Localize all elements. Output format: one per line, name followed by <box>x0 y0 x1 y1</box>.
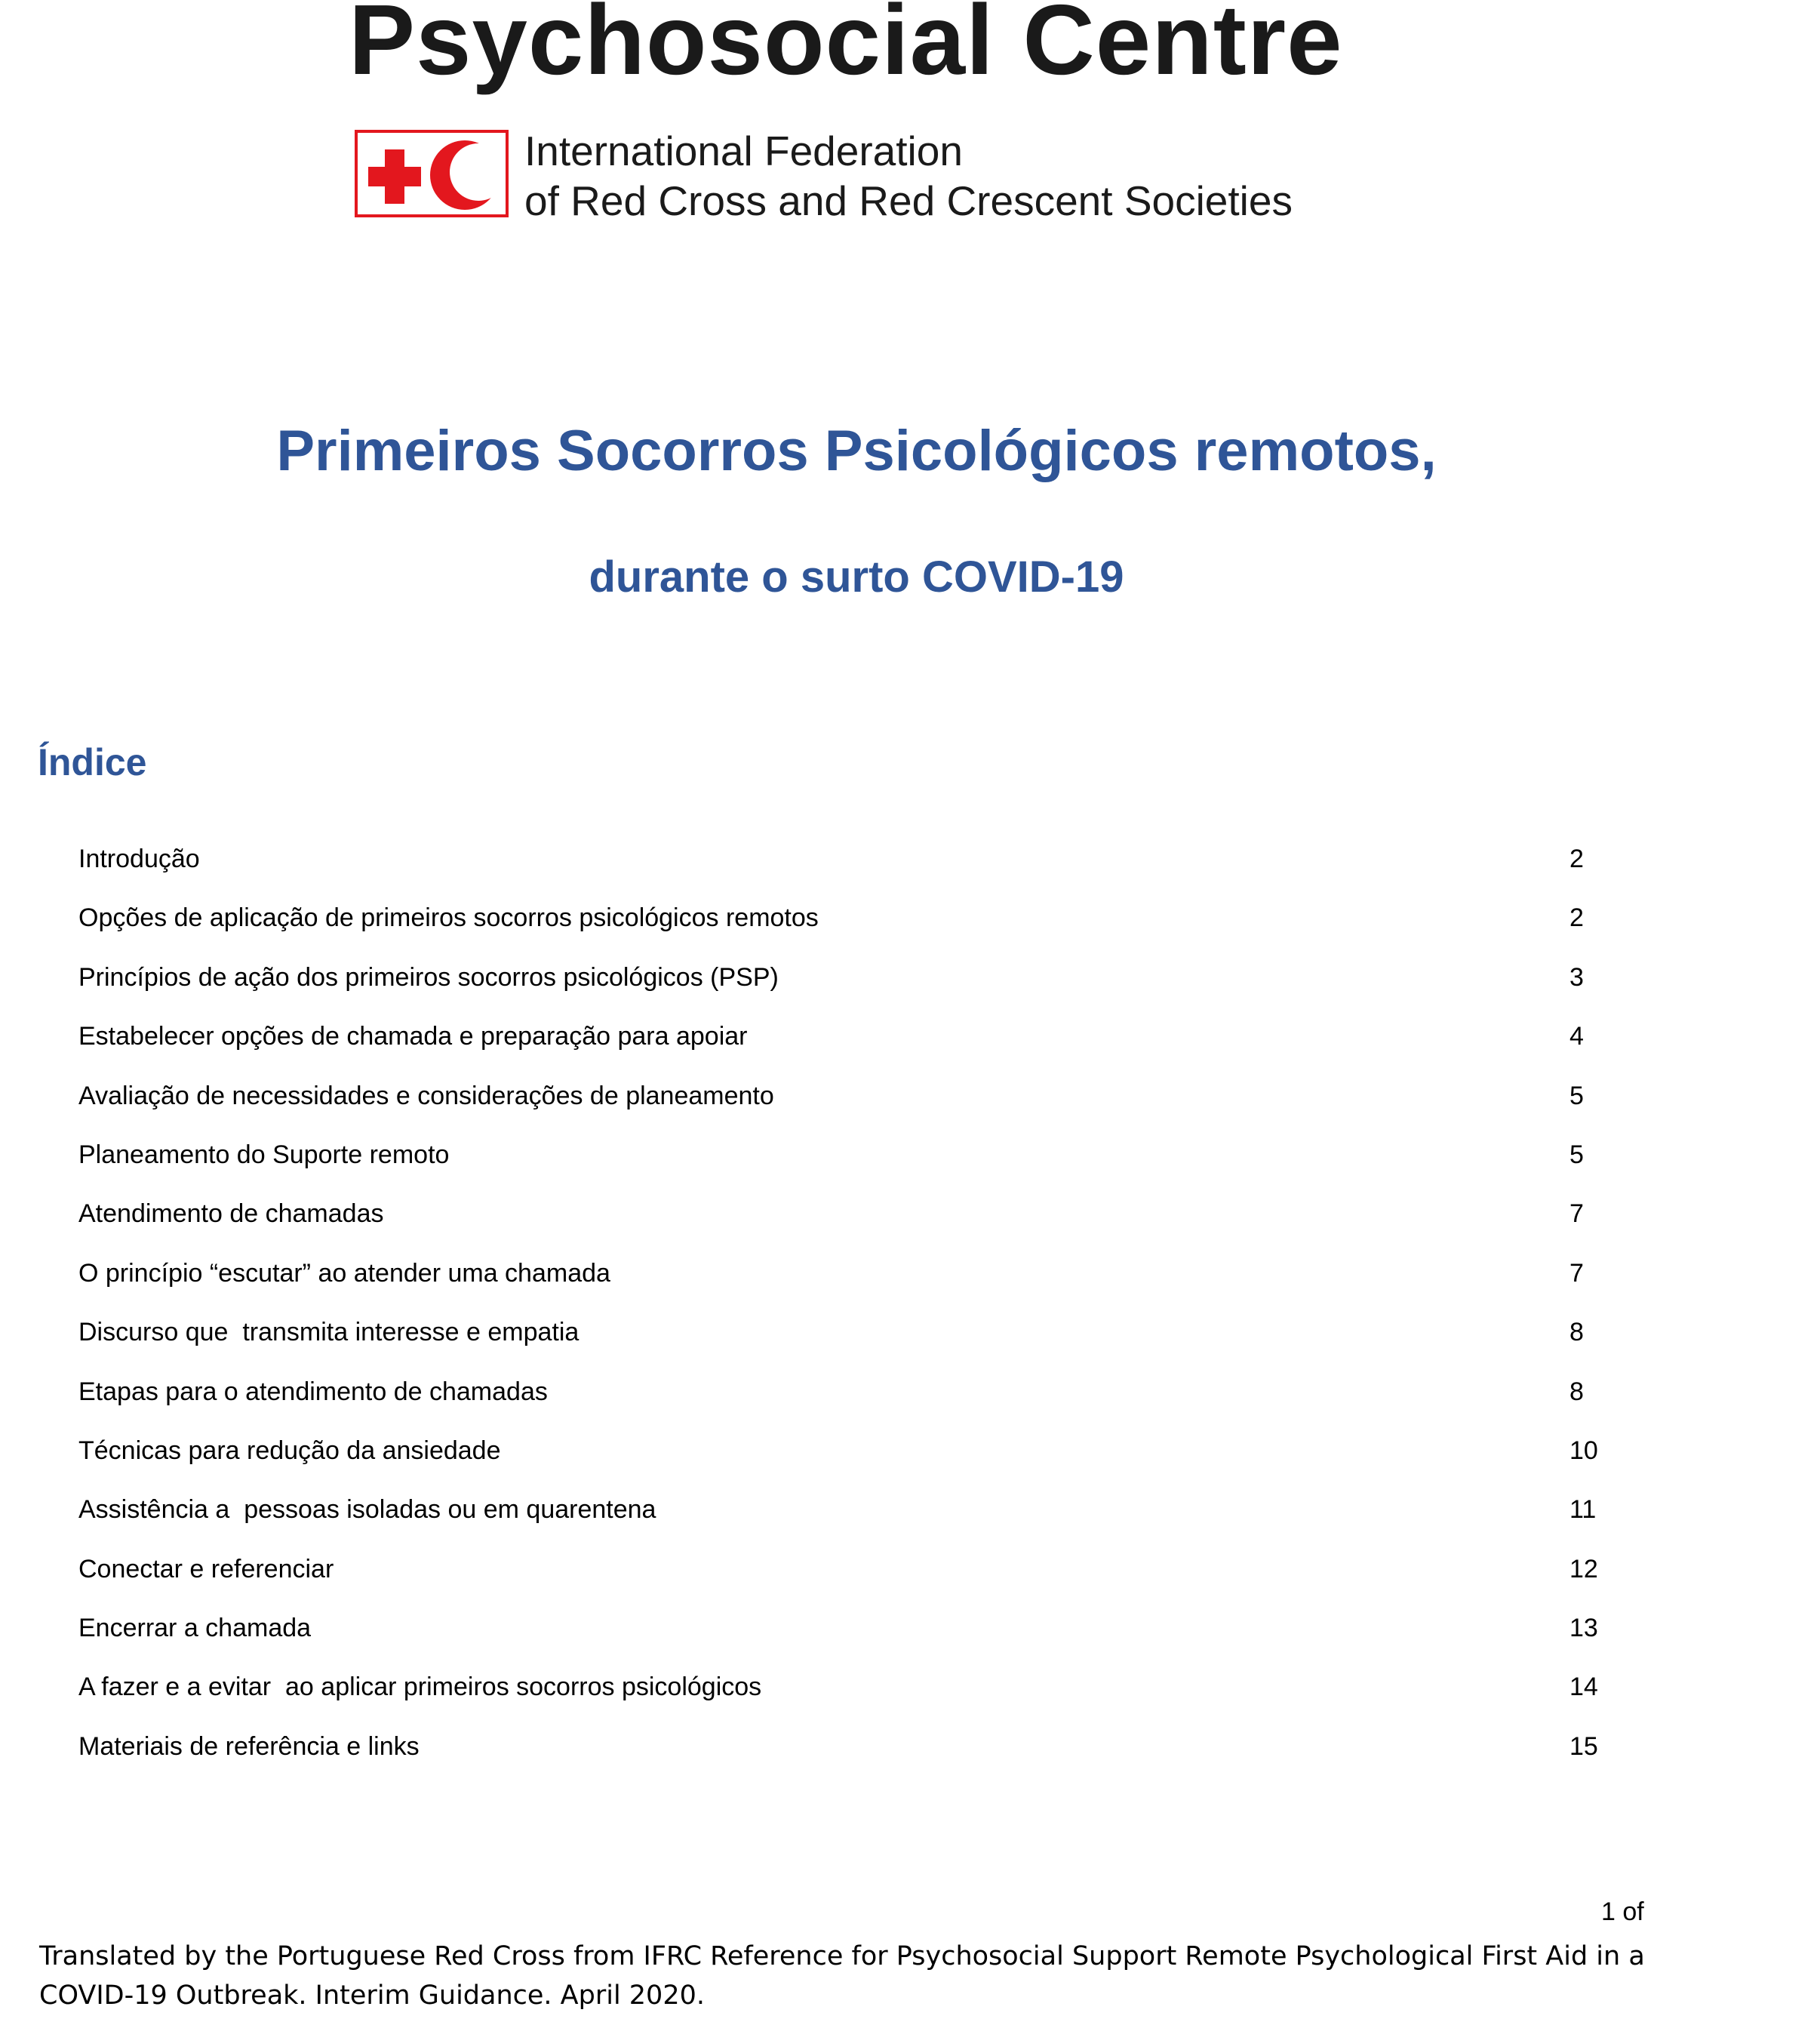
toc-entry-label: Avaliação de necessidades e considerações de planeamento <box>78 1081 774 1110</box>
toc-entry-label: Atendimento de chamadas <box>78 1199 384 1229</box>
toc-entry-page: 13 <box>1569 1614 1598 1643</box>
logo-title: Psychosocial Centre <box>349 0 1343 95</box>
toc-entry-label: Técnicas para redução da ansiedade <box>78 1436 501 1465</box>
toc-entry-label: Opções de aplicação de primeiros socorros psicológicos remotos <box>78 903 819 933</box>
footer-line-2: COVID-19 Outbreak. Interim Guidance. April 2020. <box>39 1980 705 2011</box>
toc-entry[interactable] <box>78 1369 1603 1428</box>
toc-entry[interactable] <box>78 836 1603 895</box>
toc-entry-page: 15 <box>1569 1731 1598 1761</box>
red-cross-red-crescent-icon <box>355 130 509 217</box>
toc-entry-page: 10 <box>1569 1436 1598 1465</box>
toc-entry[interactable] <box>78 1546 1603 1605</box>
toc-entry-page: 7 <box>1569 1199 1584 1229</box>
translation-footer <box>39 1937 1760 2015</box>
toc-entry-label: Assistência a pessoas isoladas ou em quarentena <box>78 1495 656 1525</box>
toc-entry[interactable] <box>78 1664 1603 1723</box>
toc-entry[interactable] <box>78 1132 1603 1191</box>
toc-entry-label: A fazer e a evitar ao aplicar primeiros socorros psicológicos <box>78 1673 762 1702</box>
toc-entry[interactable] <box>78 1428 1603 1487</box>
toc-entry-page: 5 <box>1569 1081 1584 1110</box>
toc-entry-label: Etapas para o atendimento de chamadas <box>78 1377 548 1406</box>
toc-entry[interactable] <box>78 1724 1603 1783</box>
psychosocial-centre-logo <box>349 0 1355 226</box>
toc-entry-page: 7 <box>1569 1258 1584 1288</box>
logo-federation-line-1: International Federation <box>524 128 963 174</box>
toc-entry-page: 12 <box>1569 1554 1598 1583</box>
table-of-contents <box>78 836 1603 1783</box>
toc-entry-label: Discurso que transmita interesse e empatia <box>78 1318 580 1347</box>
toc-entry-label: Princípios de ação dos primeiros socorros psicológicos (PSP) <box>78 962 779 992</box>
toc-entry[interactable] <box>78 1073 1603 1132</box>
toc-entry[interactable] <box>78 1014 1603 1073</box>
toc-entry[interactable] <box>78 1309 1603 1368</box>
toc-entry-page: 3 <box>1569 962 1584 992</box>
toc-entry-page: 14 <box>1569 1673 1598 1702</box>
document-title: Primeiros Socorros Psicológicos remotos, <box>276 419 1437 483</box>
toc-entry-label: Introdução <box>78 845 200 873</box>
toc-entry-label: Materiais de referência e links <box>78 1731 420 1761</box>
toc-entry-label: O princípio “escutar” ao atender uma chamada <box>78 1258 610 1288</box>
toc-entry-page: 8 <box>1569 1377 1584 1406</box>
toc-entry[interactable] <box>78 1487 1603 1546</box>
toc-entry-page: 5 <box>1569 1140 1584 1169</box>
toc-entry-label: Planeamento do Suporte remoto <box>78 1140 450 1169</box>
toc-entry-page: 8 <box>1569 1318 1584 1347</box>
toc-entry[interactable] <box>78 955 1603 1014</box>
footer-line-1: Translated by the Portuguese Red Cross from IFRC Reference for Psychosocial Support Remote Psychological First Aid in a <box>39 1941 1645 1971</box>
logo-federation-line-2: of Red Cross and Red Crescent Societies <box>524 177 1293 224</box>
toc-entry[interactable] <box>78 1251 1603 1309</box>
toc-entry-label: Conectar e referenciar <box>78 1554 334 1583</box>
toc-entry-page: 2 <box>1569 903 1584 933</box>
toc-entry[interactable] <box>78 1191 1603 1250</box>
document-subtitle: durante o surto COVID-19 <box>589 552 1124 602</box>
toc-heading: Índice <box>38 741 147 783</box>
toc-entry-label: Estabelecer opções de chamada e preparação para apoiar <box>78 1022 748 1051</box>
toc-entry-page: 2 <box>1569 845 1584 873</box>
toc-entry[interactable] <box>78 1605 1603 1664</box>
page-counter: 1 of <box>1601 1897 1644 1926</box>
toc-entry-page: 11 <box>1569 1495 1597 1525</box>
toc-entry[interactable] <box>78 895 1603 954</box>
toc-entry-label: Encerrar a chamada <box>78 1614 312 1643</box>
toc-entry-page: 4 <box>1569 1022 1584 1051</box>
